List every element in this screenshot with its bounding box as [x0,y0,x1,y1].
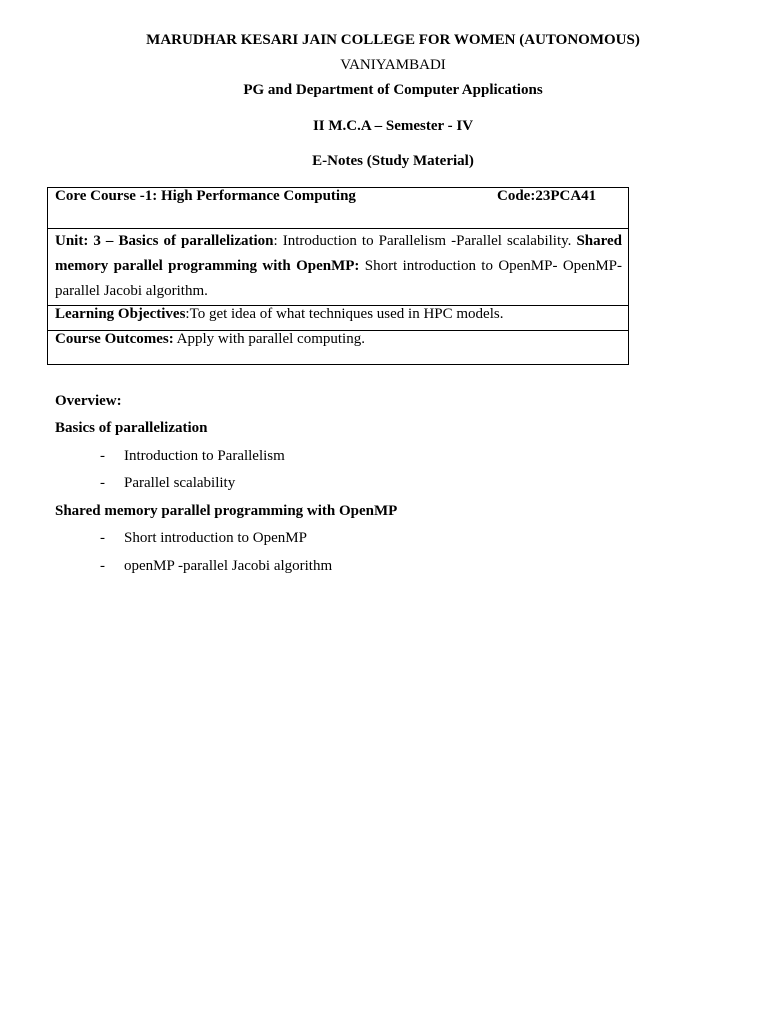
shared-memory-label: Shared memory parallel programming with OpenMP: [55,233,623,274]
bullet-dash: - [100,558,105,574]
learning-objectives-row [47,305,629,331]
course-outcomes-text: Apply with parallel computing. [173,331,365,347]
list-item [100,475,235,492]
unit-row [47,228,629,306]
bullet-dash: - [100,475,105,491]
course-row [47,187,629,229]
list-item [100,530,307,547]
course-outcomes [55,331,365,348]
course-outcomes-row [47,330,629,365]
department-name: PG and Department of Computer Applications [243,82,543,98]
college-city: VANIYAMBADI [340,57,446,73]
list-item-label: Short introduction to OpenMP [124,530,307,546]
bullet-dash: - [100,448,105,464]
unit-label: Unit: 3 – Basics of parallelization [55,233,274,249]
list-item-label: openMP -parallel Jacobi algorithm [124,558,333,574]
learning-objectives [55,306,503,323]
semester-label: II M.C.A – Semester - IV [312,118,474,134]
learning-objectives-text: :To get idea of what techniques used in HPC models. [185,306,504,322]
course-code: Code:23PCA41 [497,188,597,204]
learning-objectives-label: Learning Objectives [55,306,186,322]
college-name: MARUDHAR KESARI JAIN COLLEGE FOR WOMEN (AUTONOMOUS) [146,32,640,48]
list-item [100,558,332,575]
list-item [100,448,285,465]
unit-description [55,229,622,304]
section-title-parallelization: Basics of parallelization [55,420,208,436]
list-item-label: Parallel scalability [124,475,236,491]
list-item-label: Introduction to Parallelism [124,448,285,464]
course-outcomes-label: Course Outcomes: [55,331,174,347]
bullet-dash: - [100,530,105,546]
shared-memory-topics: Short introduction to OpenMP- OpenMP-parallel Jacobi algorithm. [55,258,623,299]
section-title-openmp: Shared memory parallel programming with OpenMP [55,503,398,519]
overview-heading: Overview: [55,393,122,409]
notes-title: E-Notes (Study Material) [312,153,474,169]
course-title: Core Course -1: High Performance Computing [55,188,356,204]
unit-topics: : Introduction to Parallelism -Parallel scalability. [273,233,572,249]
